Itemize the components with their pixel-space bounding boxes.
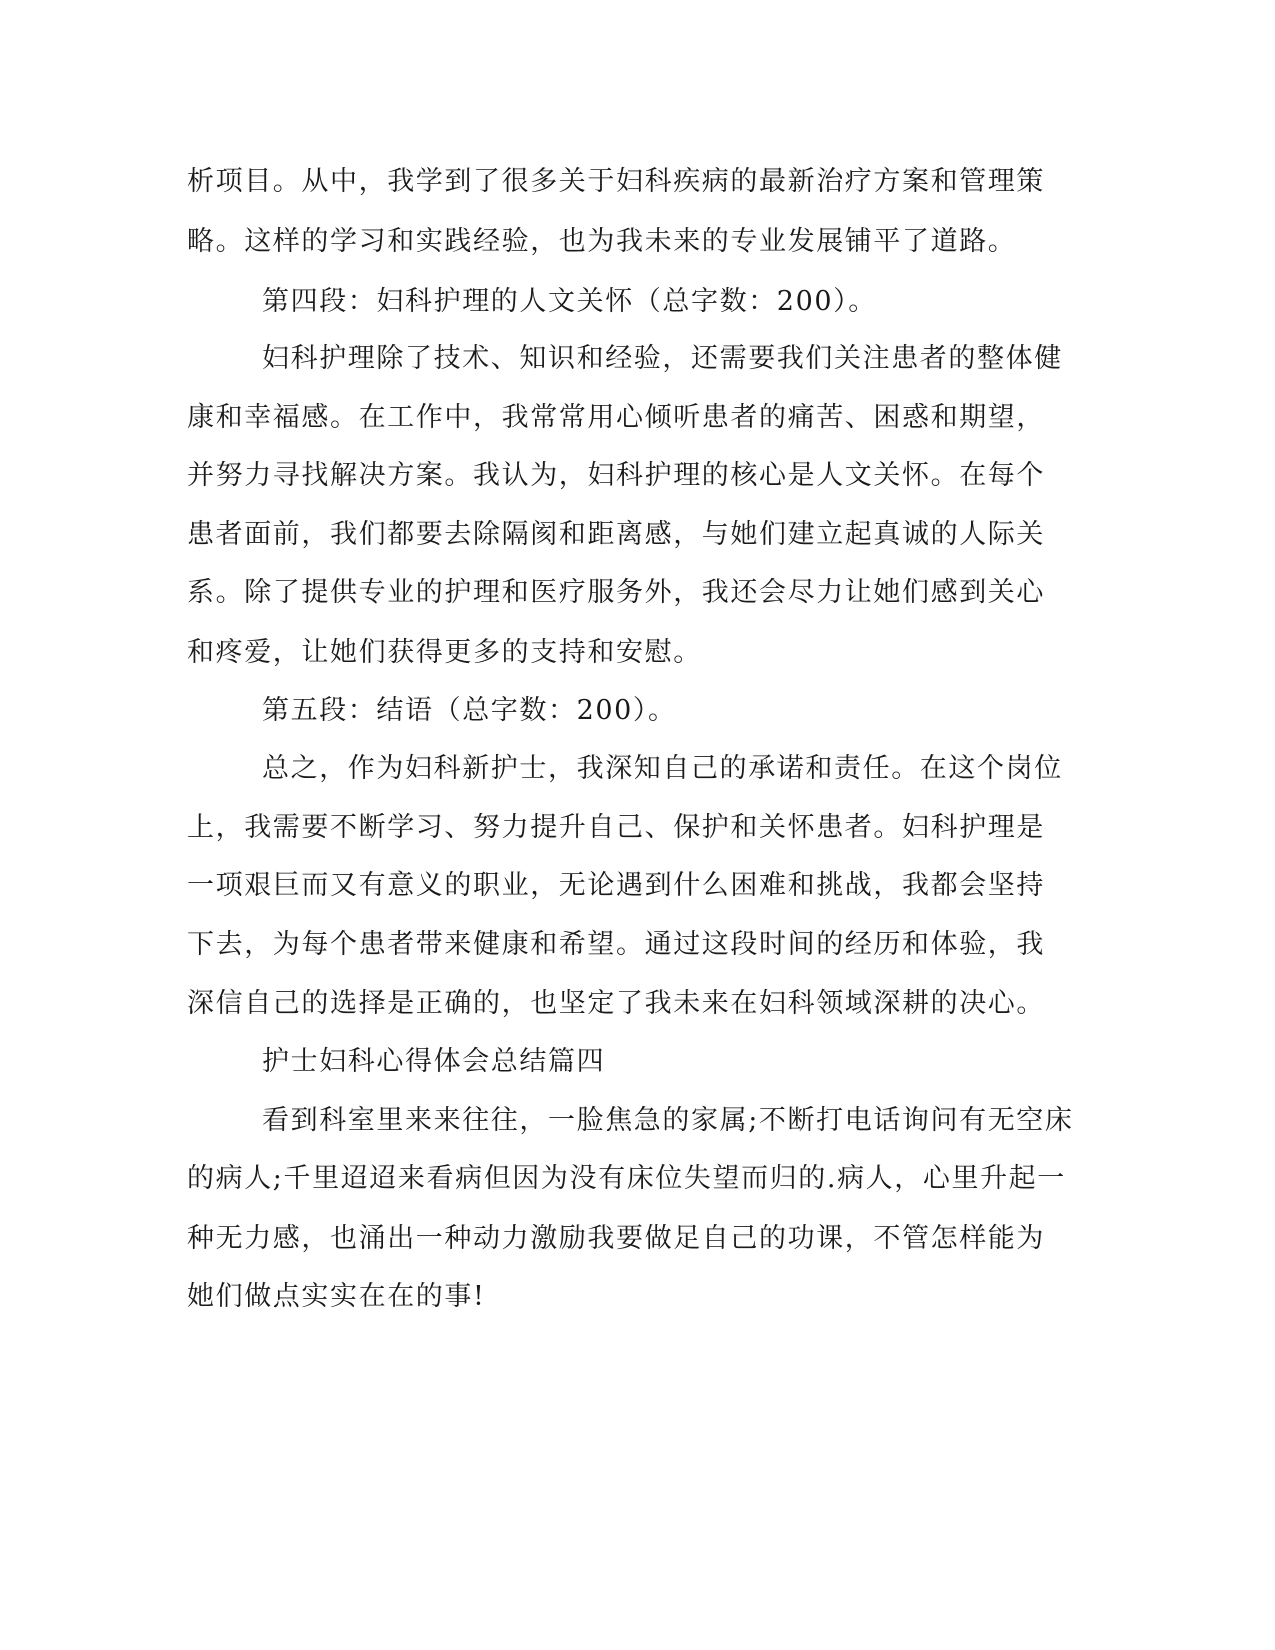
- text-line: 略。这样的学习和实践经验，也为我未来的专业发展铺平了道路。: [187, 226, 1017, 257]
- text-line: 系。除了提供专业的护理和医疗服务外，我还会尽力让她们感到关心: [187, 577, 1045, 608]
- text-line: 深信自己的选择是正确的，也坚定了我未来在妇科领域深耕的决心。: [187, 988, 1045, 1019]
- text-line: 下去，为每个患者带来健康和希望。通过这段时间的经历和体验，我: [187, 929, 1045, 960]
- text-line: 看到科室里来来往往，一脸焦急的家属;不断打电话询问有无空床: [262, 1105, 1074, 1136]
- text-line: 康和幸福感。在工作中，我常常用心倾听患者的痛苦、困惑和期望，: [187, 402, 1045, 433]
- text-line: 她们做点实实在在的事!: [187, 1281, 486, 1312]
- section-heading: 第四段：妇科护理的人文关怀（总字数：200）。: [262, 286, 877, 317]
- section-heading: 护士妇科心得体会总结篇四: [262, 1046, 606, 1077]
- text-line: 种无力感，也涌出一种动力激励我要做足自己的功课，不管怎样能为: [187, 1223, 1045, 1254]
- section-heading: 第五段：结语（总字数：200）。: [262, 695, 677, 726]
- text-line: 上，我需要不断学习、努力提升自己、保护和关怀患者。妇科护理是: [187, 812, 1045, 843]
- text-line: 一项艰巨而又有意义的职业，无论遇到什么困难和挑战，我都会坚持: [187, 870, 1045, 901]
- text-line: 并努力寻找解决方案。我认为，妇科护理的核心是人文关怀。在每个: [187, 460, 1045, 491]
- text-line: 和疼爱，让她们获得更多的支持和安慰。: [187, 637, 702, 668]
- text-line: 析项目。从中，我学到了很多关于妇科疾病的最新治疗方案和管理策: [187, 166, 1045, 197]
- text-line: 妇科护理除了技术、知识和经验，还需要我们关注患者的整体健: [262, 343, 1063, 374]
- text-line: 患者面前，我们都要去除隔阂和距离感，与她们建立起真诚的人际关: [187, 519, 1045, 550]
- text-line: 总之，作为妇科新护士，我深知自己的承诺和责任。在这个岗位: [262, 753, 1063, 784]
- text-line: 的病人;千里迢迢来看病但因为没有床位失望而归的.病人，心里升起一: [187, 1163, 1066, 1194]
